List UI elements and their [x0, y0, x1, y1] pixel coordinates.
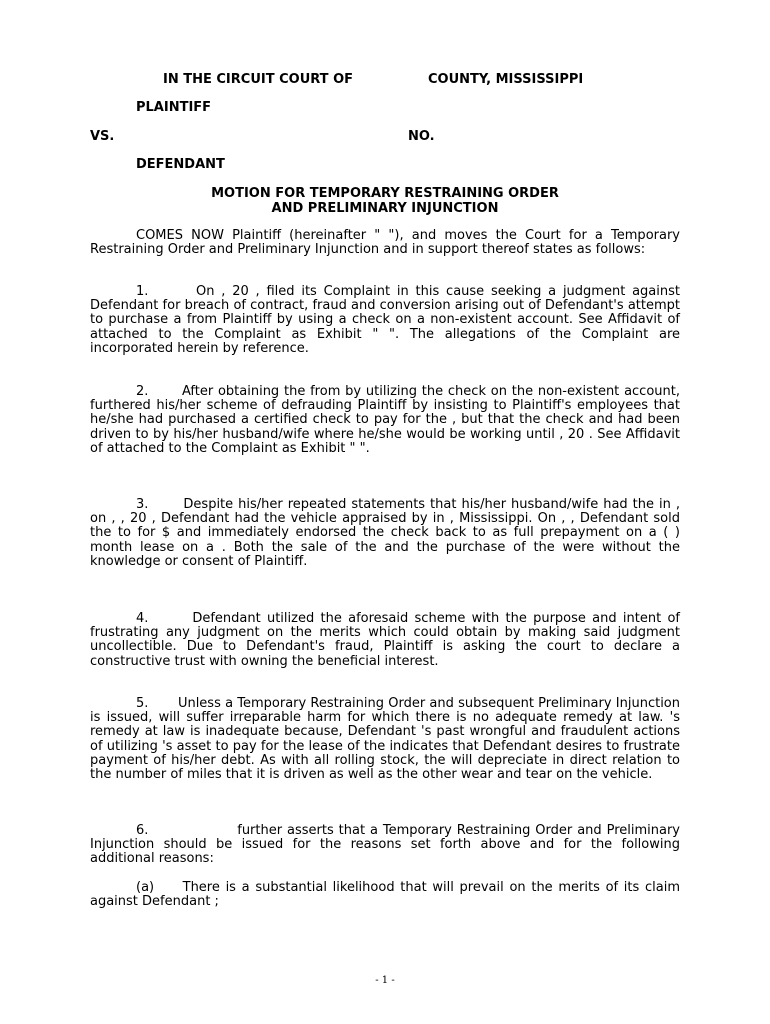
paragraph-1: 1. On , 20 , filed its Complaint in this cause seeking a judgment against Defendant for breach of contract, fraud and conversion arising out of Defendant's attempt to purchase a from Plaintiff by using a check on a non-existent account. See Affidavit of attached to the Complaint as Exhibit " ". The allegations of the Complaint are incorporated herein by reference.: [90, 284, 680, 356]
defendant-label: DEFENDANT: [136, 157, 225, 172]
versus-label: VS.: [90, 129, 115, 144]
motion-title-line2: AND PRELIMINARY INJUNCTION: [271, 201, 499, 216]
case-number-label: NO.: [408, 129, 435, 144]
court-name: IN THE CIRCUIT COURT OF: [163, 72, 354, 87]
paragraph-4: 4. Defendant utilized the aforesaid scheme with the purpose and intent of frustrating any judgment on the merits which could obtain by making said judgment uncollectible. Due to Defendant's fraud, Plaintiff is asking the court to declare a constructive trust with owning the beneficial interest.: [90, 611, 680, 669]
paragraph-6: 6. further asserts that a Temporary Restraining Order and Preliminary Injunction should be issued for the reasons set forth above and for the following additional reasons:: [90, 823, 680, 867]
intro-paragraph: COMES NOW Plaintiff (hereinafter " "), and moves the Court for a Temporary Restraining Order and Preliminary Injunction and in support thereof states as follows:: [90, 228, 680, 258]
county-name: COUNTY, MISSISSIPPI: [428, 72, 584, 87]
paragraph-a: (a) There is a substantial likelihood that will prevail on the merits of its claim against Defendant ;: [90, 880, 680, 910]
plaintiff-label: PLAINTIFF: [136, 100, 212, 115]
paragraph-3: 3. Despite his/her repeated statements that his/her husband/wife had the in , on , , 20 , Defendant had the vehicle appraised by in , Mississippi. On , , Defendant sold the to for $ and immediately endorsed the check back to as full prepayment on a ( ) month lease on a . Both the sale of the and the purchase of the were without the knowledge or consent of Plaintiff.: [90, 497, 680, 569]
paragraph-2: 2. After obtaining the from by utilizing the check on the non-existent account, furthered his/her scheme of defrauding Plaintiff by insisting to Plaintiff's employees that he/she had purchased a certified check to pay for the , but that the check and had been driven to by his/her husband/wife where he/she would be working until , 20 . See Affidavit of attached to the Complaint as Exhibit " ".: [90, 384, 680, 456]
motion-title-line1: MOTION FOR TEMPORARY RESTRAINING ORDER: [211, 186, 559, 201]
paragraph-5: 5. Unless a Temporary Restraining Order and subsequent Preliminary Injunction is issued, will suffer irreparable harm for which there is no adequate remedy at law. 's remedy at law is inadequate because, Defendant 's past wrongful and fraudulent actions of utilizing 's asset to pay for the lease of the indicates that Defendant desires to frustrate payment of his/her debt. As with all rolling stock, the will depreciate in direct relation to the number of miles that it is driven as well as the other wear and tear on the vehicle.: [90, 696, 680, 783]
page-number: - 1 -: [375, 975, 395, 986]
